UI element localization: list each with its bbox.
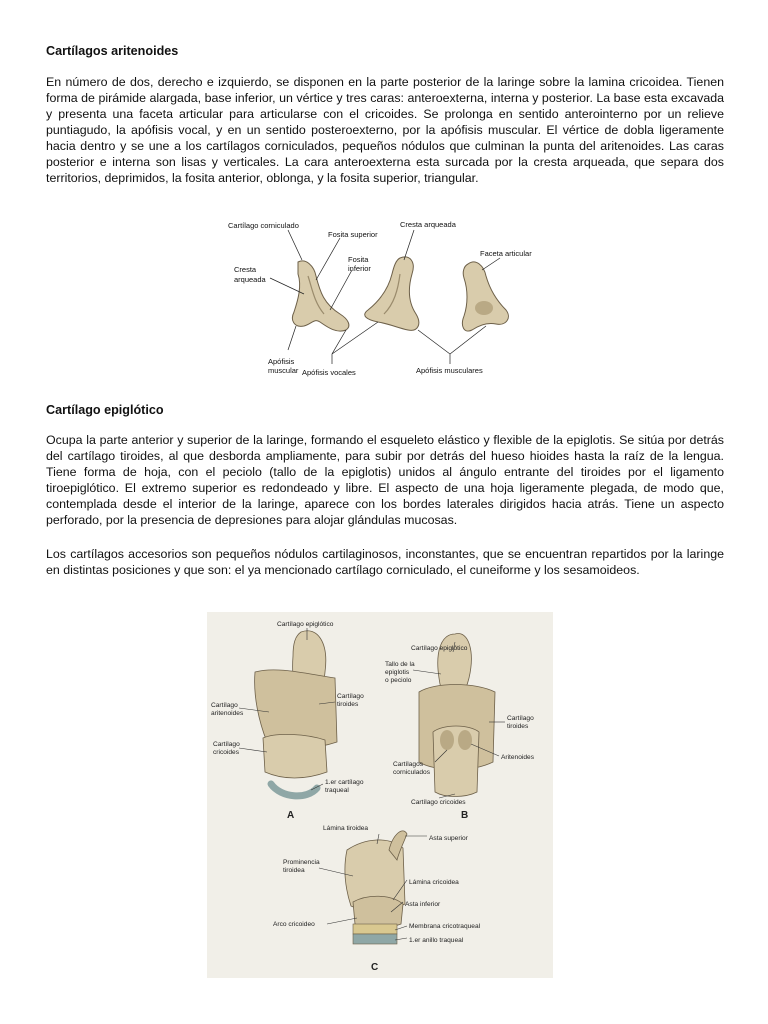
faceta-articular-shape (475, 301, 493, 315)
c-membrane-shape (353, 924, 397, 934)
aritenoid-posterior-view (462, 262, 508, 331)
label-c-lamina-cricoidea: Lámina cricoidea (409, 879, 459, 886)
laryngeal-cartilages-figure (207, 612, 553, 978)
label-a-cartilago-epiglotico: Cartílago epiglótico (277, 621, 334, 628)
b-aritenoid-left-shape (440, 730, 454, 750)
label-apofisis-musculares: Apófisis musculares (416, 366, 483, 375)
label-a-cricoides-2: cricoides (213, 749, 240, 756)
section-heading-epiglotico: Cartílago epiglótico (46, 403, 164, 417)
label-fosita-inferior-1: Fosita (348, 255, 369, 264)
label-c-asta-superior: Asta superior (429, 835, 468, 842)
label-b-corniculados-1: Cartílagos (393, 761, 424, 768)
label-b-aritenoides: Aritenoides (501, 754, 534, 761)
label-c-asta-inferior: Asta inferior (405, 901, 441, 908)
paragraph-aritenoides: En número de dos, derecho e izquierdo, se disponen en la parte posterior de la laringe sobre la lamina cricoidea. Tienen forma de pirámide alargada, base inferior, un vértice y tres caras: anteroexterna, interna y posterior. La base esta excavada y presenta una faceta articular para articularse con el cricoides. Se prolonga en sentido anterointerno por un relieve puntiagudo, la apófisis vocal, y en un sentido posteroexterno, por la apófisis muscular. El vértice de dobla ligeramente hacia dentro y se une a los cartílagos corniculados, pequeños nódulos que culminan la punta del aritenoides. Las caras posterior e interna son lisas y verticales. La cara anteroexterna esta surcada por la cresta arqueada, que separa dos territorios, deprimidos, la fosita anterior, oblonga, y la fosita superior, triangular. (46, 75, 724, 185)
label-cresta-1: Cresta (234, 265, 257, 274)
label-c-prominencia-1: Prominencia (283, 859, 320, 866)
label-cresta-arqueada-top: Cresta arqueada (400, 220, 456, 229)
label-b-tallo-1: Tallo de la (385, 661, 415, 668)
aritenoid-cartilages-figure (228, 214, 532, 386)
label-c-prominencia-2: tiroidea (283, 867, 305, 874)
panel-label-c: C (371, 962, 379, 973)
label-b-cartilago-cricoides: Cartílago cricoides (411, 799, 466, 806)
label-cartilago-corniculado: Cartílago corniculado (228, 221, 299, 230)
aritenoid-medial-view (365, 257, 419, 330)
label-fosita-inferior-2: inferior (348, 264, 371, 273)
section-heading-aritenoides: Cartílagos aritenoides (46, 44, 179, 58)
label-a-tiroides-1: Cartílago (337, 693, 364, 700)
label-cresta-2: arqueada (234, 275, 266, 284)
c-tracheal-ring-shape (353, 934, 397, 944)
label-a-tiroides-2: tiroides (337, 701, 359, 708)
a-cricoid-shape (263, 734, 327, 778)
label-a-aritenoides-2: aritenoides (211, 710, 244, 717)
paragraph-epiglotico: Ocupa la parte anterior y superior de la laringe, formando el esqueleto elástico y flexible de la epiglotis. Se sitúa por detrás del cartílago tiroides, al que desborda ampliamente, para subir por detrás del hueso hioides hasta la raíz de la lengua. Tiene forma de hoja, con el peciolo (tallo de la epiglotis) unidos al ángulo entrante del tiroides por el ligamento tiroepiglótico. El extremo superior es redondeado y libre. El aspecto de una hoja ligeramente plegada, de modo que, contemplada desde el interior de la laringe, aparece con los bordes laterales dirigidos hacia atrás. Tiene un aspecto perforado, por la presencia de depresiones para alojar glándulas mucosas. (46, 433, 724, 527)
label-apofisis-vocales: Apófisis vocales (302, 368, 356, 377)
label-a-traqueal-2: traqueal (325, 787, 349, 794)
label-a-traqueal-1: 1.er cartílago (325, 779, 364, 786)
label-c-lamina-tiroidea: Lámina tiroidea (323, 825, 369, 832)
label-apofisis-muscular-1: Apófisis (268, 357, 295, 366)
b-cricoid-shape (433, 726, 479, 797)
b-aritenoid-right-shape (458, 730, 472, 750)
panel-label-a: A (287, 810, 295, 821)
c-cricoid-shape (353, 896, 403, 928)
label-c-anillo-traqueal: 1.er anillo traqueal (409, 937, 464, 944)
panel-label-b: B (461, 810, 469, 821)
label-a-aritenoides-1: Cartílago (211, 702, 238, 709)
label-b-tallo-2: epiglotis (385, 669, 410, 676)
label-c-arco-cricoideo: Arco cricoideo (273, 921, 315, 928)
label-c-membrana-cricotraqueal: Membrana cricotraqueal (409, 923, 481, 930)
label-b-tallo-3: o peciolo (385, 677, 412, 684)
label-b-tiroides-2: tiroides (507, 723, 529, 730)
label-a-cricoides-1: Cartílago (213, 741, 240, 748)
label-faceta-articular: Faceta articular (480, 249, 532, 258)
label-fosita-superior: Fosita superior (328, 230, 378, 239)
label-apofisis-muscular-2: muscular (268, 366, 299, 375)
paragraph-accesorios: Los cartílagos accesorios son pequeños nódulos cartilaginosos, inconstantes, que se encuentran repartidos por la laringe en distintas posiciones y que son: el ya mencionado cartílago corniculado, el cuneiforme y los sesamoideos. (46, 547, 724, 577)
label-b-cartilago-epiglotico: Cartílago epiglótico (411, 645, 468, 652)
label-b-tiroides-1: Cartílago (507, 715, 534, 722)
label-b-corniculados-2: corniculados (393, 769, 431, 776)
